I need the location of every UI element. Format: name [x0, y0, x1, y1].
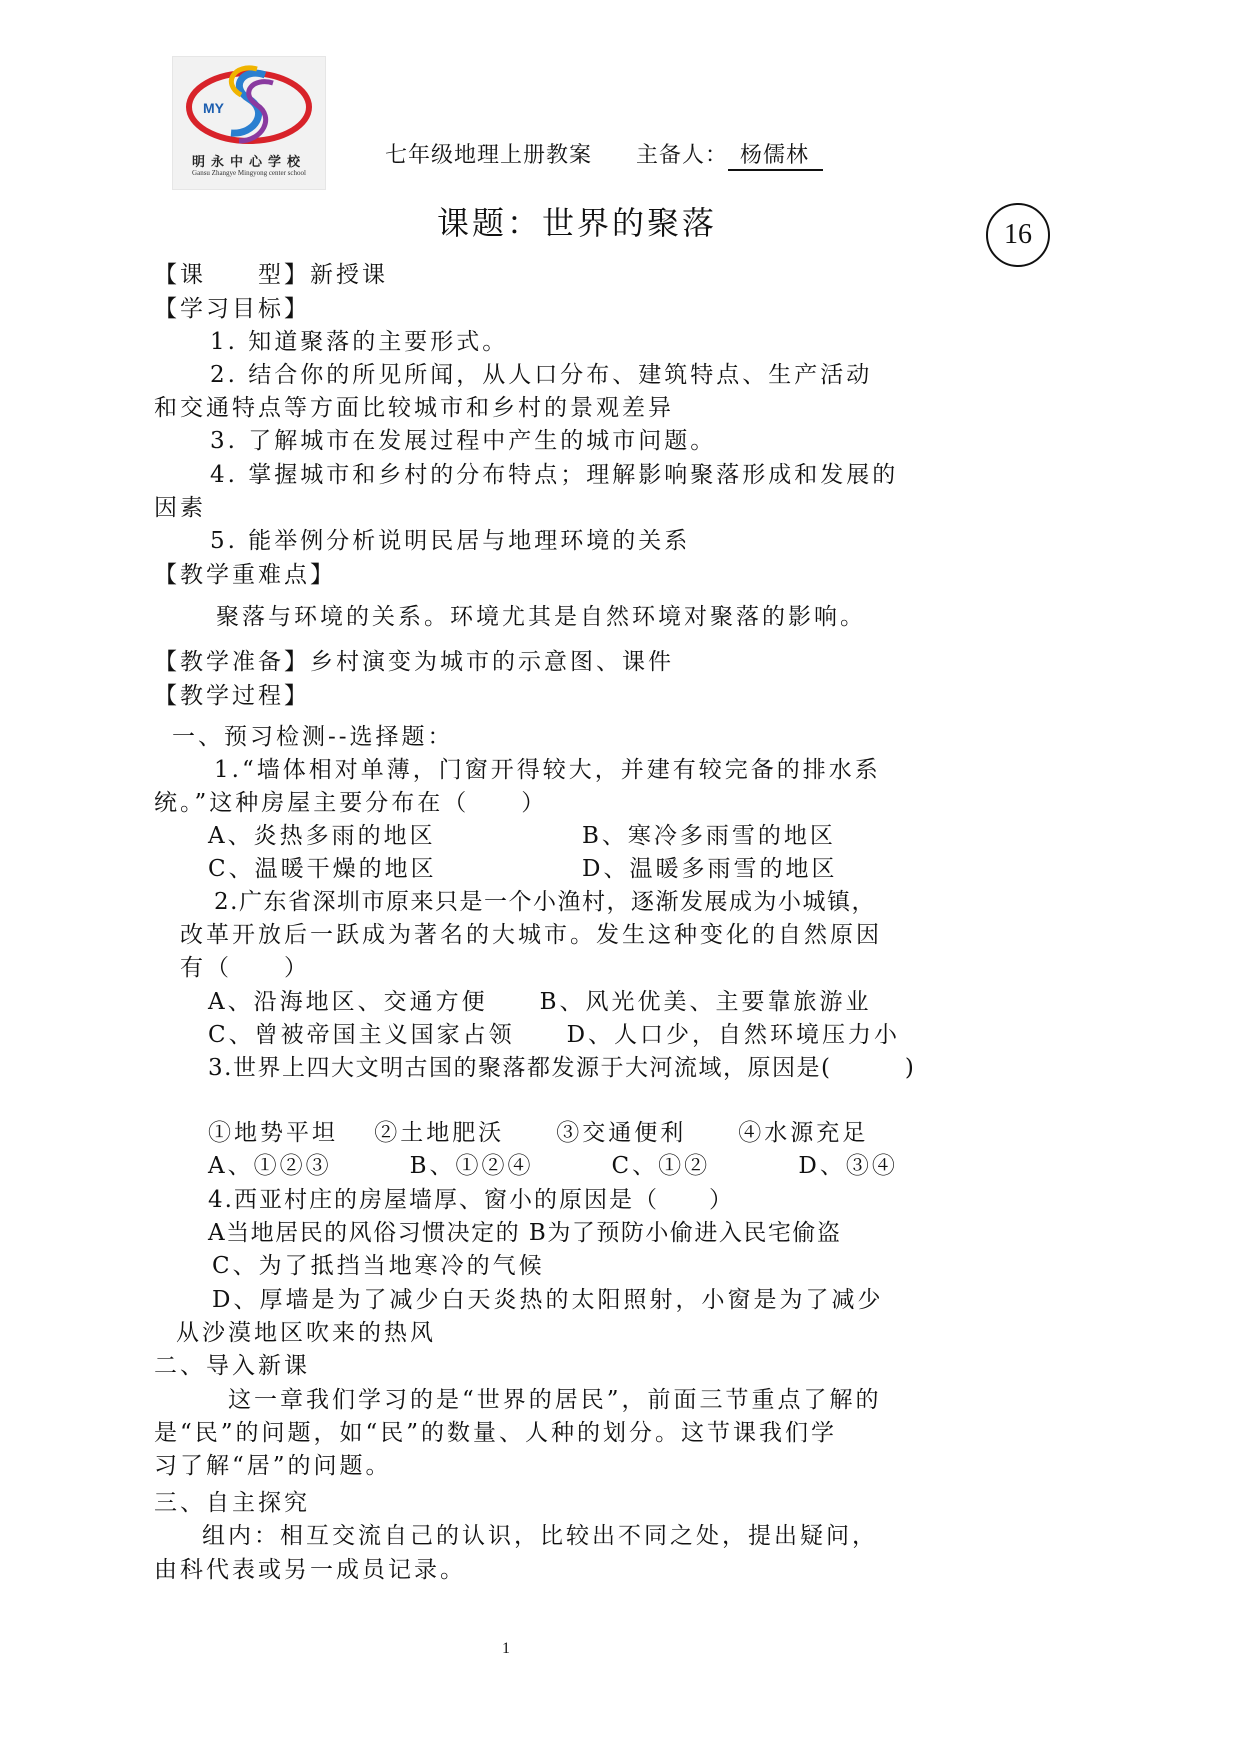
q4-option-d-a: D、厚墙是为了减少白天炎热的太阳照射，小窗是为了减少 [212, 1287, 884, 1313]
goal-2b: 和交通特点等方面比较城市和乡村的景观差异 [154, 395, 674, 421]
q1-option-a: A、炎热多雨的地区 [208, 823, 436, 849]
q2-options-ab: A、沿海地区、交通方便 B、风光优美、主要靠旅游业 [208, 989, 872, 1015]
goals-heading: 【学习目标】 [154, 296, 310, 322]
question-2b: 改革开放后一跃成为著名的大城市。发生这种变化的自然原因 [180, 922, 882, 948]
goal-2a: 2. 结合你的所见所闻，从人口分布、建筑特点、生产活动 [210, 362, 873, 388]
q3-options: A、①②③ B、①②④ C、①② D、③④ [208, 1153, 898, 1179]
lesson-title: 课题：世界的聚落 [437, 204, 718, 242]
q4-options-ab: A当地居民的风俗习惯决定的 B为了预防小偷进入民宅偷盗 [208, 1220, 842, 1246]
logo-emblem-icon [173, 57, 325, 153]
question-2a: 2.广东省深圳市原来只是一个小渔村，逐渐发展成为小城镇， [214, 889, 876, 915]
q4-option-d-b: 从沙漠地区吹来的热风 [176, 1320, 436, 1346]
goal-1: 1. 知道聚落的主要形式。 [210, 329, 509, 355]
q2-options-cd: C、曾被帝国主义国家占领 D、人口少，自然环境压力小 [208, 1022, 901, 1048]
svg-text:MY: MY [203, 100, 224, 116]
question-2c: 有（ ） [180, 955, 310, 981]
explore-line-b: 由科代表或另一成员记录。 [154, 1557, 466, 1583]
explore-line-a: 组内：相互交流自己的认识，比较出不同之处，提出疑问， [202, 1523, 878, 1549]
key-points-text: 聚落与环境的关系。环境尤其是自然环境对聚落的影响。 [216, 604, 866, 630]
goal-4b: 因素 [154, 495, 206, 521]
section-3-heading: 三、自主探究 [154, 1490, 310, 1516]
question-1a: 1.“墙体相对单薄，门窗开得较大，并建有较完备的排水系 [214, 757, 881, 783]
lesson-type: 【课 型】新授课 [154, 262, 388, 288]
q1-option-b: B、寒冷多雨雪的地区 [582, 823, 836, 849]
school-name: 明永中心学校 [191, 155, 306, 170]
preparer-label: 主备人： [636, 143, 729, 168]
goal-4a: 4. 掌握城市和乡村的分布特点；理解影响聚落形成和发展的 [210, 462, 899, 488]
page-header [385, 138, 823, 171]
section-2-heading: 二、导入新课 [154, 1353, 310, 1379]
preparer-name: 杨儒林 [728, 138, 823, 171]
q1-option-d: D、温暖多雨雪的地区 [582, 856, 838, 882]
process-heading: 【教学过程】 [154, 683, 310, 709]
question-4: 4.西亚村庄的房屋墙厚、窗小的原因是（ ） [208, 1187, 734, 1213]
page-number: 1 [502, 1640, 510, 1657]
goal-3: 3. 了解城市在发展过程中产生的城市问题。 [210, 428, 717, 454]
q1-option-c: C、温暖干燥的地区 [208, 856, 437, 882]
intro-line-a: 这一章我们学习的是“世界的居民”，前面三节重点了解的 [228, 1387, 882, 1413]
q4-option-c: C、为了抵挡当地寒冷的气候 [212, 1253, 545, 1279]
teaching-prep: 【教学准备】乡村演变为城市的示意图、课件 [154, 649, 674, 675]
school-english-name: Gansu Zhangye Mingyong center school [192, 169, 306, 177]
goal-5: 5. 能举例分析说明民居与地理环境的关系 [210, 528, 691, 554]
intro-line-b: 是“民”的问题，如“民”的数量、人种的划分。这节课我们学 [154, 1420, 838, 1446]
question-3: 3.世界上四大文明古国的聚落都发源于大河流域，原因是( ) [208, 1055, 916, 1081]
question-1b: 统。”这种房屋主要分布在（ ） [154, 790, 548, 816]
intro-line-c: 习了解“居”的问题。 [154, 1453, 392, 1479]
course-title: 七年级地理上册教案 [385, 143, 593, 168]
lesson-number-badge: 16 [986, 203, 1050, 267]
school-logo [172, 56, 326, 190]
section-1-heading: 一、预习检测--选择题： [172, 724, 454, 750]
key-points-heading: 【教学重难点】 [154, 562, 336, 588]
q3-items: ①地势平坦 ②土地肥沃 ③交通便利 ④水源充足 [208, 1120, 869, 1146]
